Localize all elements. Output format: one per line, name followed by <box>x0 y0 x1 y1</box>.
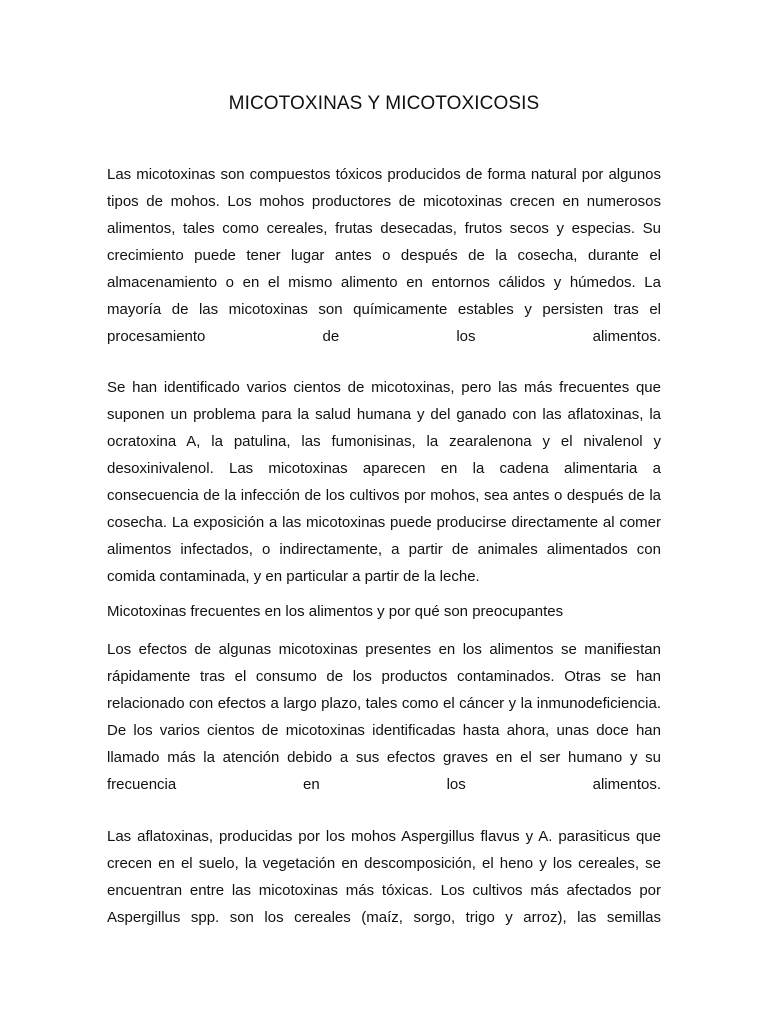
paragraph-effects: Los efectos de algunas micotoxinas presentes en los alimentos se manifiestan rápidamente tras el consumo de los productos contaminados. Otras se han relacionado con efectos a largo plazo, tales como el cáncer y la inmunodeficiencia. De los varios cientos de micotoxinas identificadas hasta ahora, unas doce han llamado más la atención debido a sus efectos graves en el ser humano y su frecuencia en los alimentos. <box>107 641 661 793</box>
section-subheading: Micotoxinas frecuentes en los alimentos y por qué son preocupantes <box>107 603 564 620</box>
paragraph-identified-mycotoxins: Se han identificado varios cientos de micotoxinas, pero las más frecuentes que suponen un problema para la salud humana y del ganado con las aflatoxinas, la ocratoxina A, la patulina, las fumonisinas, la zearalenona y el nivalenol y desoxinivalenol. Las micotoxinas aparecen en la cadena alimentaria a consecuencia de la infección de los cultivos por mohos, sea antes o después de la cosecha. La exposición a las micotoxinas puede producirse directamente al comer alimentos infectados, o indirectamente, a partir de animales alimentados con comida contaminada, y en particular a partir de la leche. <box>107 379 661 585</box>
paragraph-aflatoxins: Las aflatoxinas, producidas por los mohos Aspergillus flavus y A. parasiticus que crecen en el suelo, la vegetación en descomposición, el heno y los cereales, se encuentran entre las micotoxinas más tóxicas. Los cultivos más afectados por Aspergillus spp. son los cereales (maíz, sorgo, trigo y arroz), las semillas <box>107 828 661 926</box>
paragraph-intro: Las micotoxinas son compuestos tóxicos producidos de forma natural por algunos tipos de mohos. Los mohos productores de micotoxinas crecen en numerosos alimentos, tales como cereales, frutas desecadas, frutos secos y especias. Su crecimiento puede tener lugar antes o después de la cosecha, durante el almacenamiento o en el mismo alimento en entornos cálidos y húmedos. La mayoría de las micotoxinas son químicamente estables y persisten tras el procesamiento de los alimentos. <box>107 166 661 345</box>
document-title: MICOTOXINAS Y MICOTOXICOSIS <box>228 93 540 114</box>
